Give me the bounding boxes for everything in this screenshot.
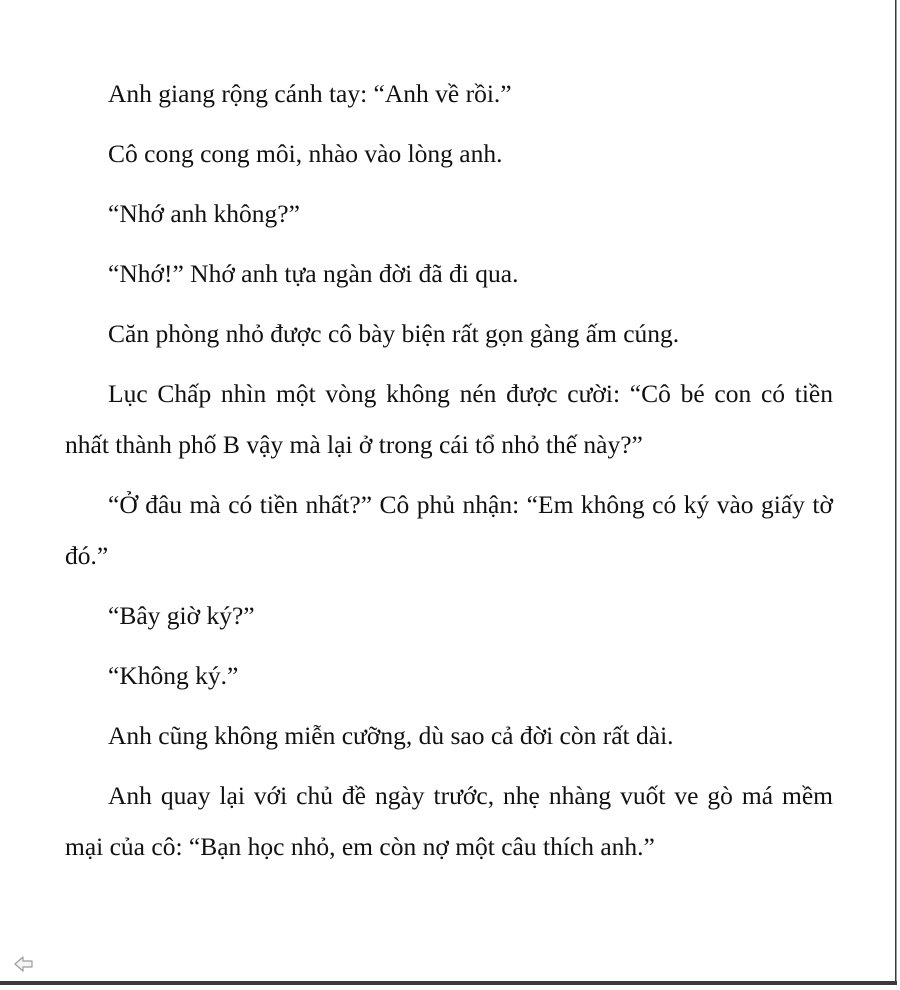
paragraph: “Bây giờ ký?” bbox=[108, 601, 255, 630]
paragraph: Anh quay lại với chủ đề ngày trước, nhẹ nhàng vuốt ve gò má mềm mại của cô: “Bạn học nhỏ, em còn nợ một câu thích anh.” bbox=[65, 781, 833, 861]
paragraph: Anh cũng không miễn cưỡng, dù sao cả đời còn rất dài. bbox=[108, 721, 674, 750]
paragraph: Lục Chấp nhìn một vòng không nén được cười: “Cô bé con có tiền nhất thành phố B vậy mà lại ở trong cái tổ nhỏ thế này?” bbox=[65, 379, 833, 459]
paragraph: “Ở đâu mà có tiền nhất?” Cô phủ nhận: “Em không có ký vào giấy tờ đó.” bbox=[65, 490, 833, 570]
paragraph: Căn phòng nhỏ được cô bày biện rất gọn gàng ấm cúng. bbox=[108, 319, 680, 348]
previous-page-button[interactable] bbox=[13, 954, 35, 974]
paragraph: Anh giang rộng cánh tay: “Anh về rồi.” bbox=[108, 79, 512, 108]
arrow-left-icon bbox=[13, 954, 35, 974]
paragraph: “Nhớ anh không?” bbox=[108, 199, 300, 228]
paragraph: Cô cong cong môi, nhào vào lòng anh. bbox=[108, 139, 503, 168]
document-body bbox=[65, 68, 833, 881]
paragraph: “Nhớ!” Nhớ anh tựa ngàn đời đã đi qua. bbox=[108, 259, 519, 288]
paragraph: “Không ký.” bbox=[108, 661, 239, 690]
